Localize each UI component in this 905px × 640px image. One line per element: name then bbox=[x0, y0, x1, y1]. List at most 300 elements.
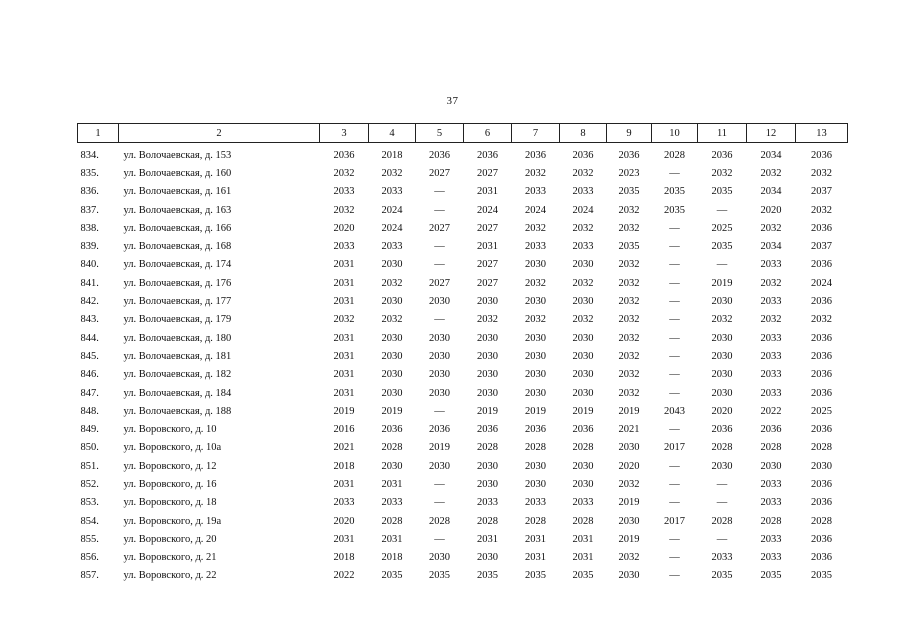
year-cell: — bbox=[669, 277, 680, 289]
year-cell: — bbox=[434, 241, 445, 253]
year-cell: 2030 bbox=[429, 369, 450, 381]
year-cell: 2033 bbox=[525, 241, 546, 253]
year-cell: — bbox=[434, 314, 445, 326]
year-cell: 2033 bbox=[760, 332, 782, 344]
year-cell: 2030 bbox=[572, 296, 594, 308]
table-row bbox=[78, 143, 848, 165]
header-cell-1: 1 bbox=[78, 124, 119, 143]
year-cell: 2033 bbox=[760, 552, 782, 564]
year-cell: 2028 bbox=[811, 442, 832, 454]
page-number: 37 bbox=[446, 95, 459, 107]
year-cell: 2030 bbox=[381, 387, 403, 399]
year-cell: 2036 bbox=[429, 149, 450, 161]
year-cell: 2032 bbox=[811, 314, 832, 326]
year-cell: 2030 bbox=[477, 478, 498, 490]
year-cell: 2027 bbox=[429, 277, 450, 289]
year-cell: 2032 bbox=[618, 222, 640, 234]
year-cell: 2030 bbox=[429, 296, 450, 308]
year-cell: 2031 bbox=[333, 277, 355, 289]
year-cell: 2030 bbox=[477, 460, 498, 472]
year-cell: 2033 bbox=[760, 497, 782, 509]
table-header bbox=[78, 124, 848, 143]
year-cell: 2036 bbox=[381, 424, 403, 436]
year-cell: 2031 bbox=[333, 332, 355, 344]
year-cell: 2019 bbox=[477, 405, 498, 417]
year-cell: 2030 bbox=[525, 478, 546, 490]
year-cell: 2018 bbox=[333, 460, 355, 472]
year-cell: 2033 bbox=[760, 533, 782, 545]
year-cell: 2032 bbox=[525, 167, 546, 179]
year-cell: — bbox=[716, 259, 728, 271]
year-cell: 2030 bbox=[525, 460, 546, 472]
year-cell: — bbox=[669, 222, 680, 234]
year-cell: 2019 bbox=[429, 442, 450, 454]
year-cell: 2033 bbox=[525, 497, 546, 509]
address-cell: ул. Волочаевская, д. 184 bbox=[123, 387, 232, 399]
row-number: 840. bbox=[80, 259, 99, 271]
year-cell: 2031 bbox=[572, 533, 594, 545]
year-cell: 2024 bbox=[572, 204, 594, 216]
year-cell: 2033 bbox=[381, 497, 403, 509]
year-cell: 2036 bbox=[811, 424, 832, 436]
row-number: 851. bbox=[80, 460, 99, 472]
year-cell: 2030 bbox=[711, 460, 733, 472]
year-cell: 2030 bbox=[381, 259, 403, 271]
year-cell: 2032 bbox=[381, 167, 403, 179]
year-cell: 2028 bbox=[760, 442, 782, 454]
table-row bbox=[78, 402, 848, 420]
row-number: 837. bbox=[80, 204, 99, 216]
table-row bbox=[78, 530, 848, 548]
year-cell: 2037 bbox=[811, 241, 832, 253]
year-cell: 2030 bbox=[618, 442, 640, 454]
year-cell: 2031 bbox=[333, 533, 355, 545]
year-cell: 2032 bbox=[333, 204, 355, 216]
year-cell: 2028 bbox=[811, 515, 832, 527]
year-cell: 2031 bbox=[477, 186, 498, 198]
year-cell: 2035 bbox=[525, 570, 546, 582]
year-cell: — bbox=[716, 204, 728, 216]
year-cell: 2030 bbox=[572, 460, 594, 472]
year-cell: 2028 bbox=[760, 515, 782, 527]
year-cell: 2025 bbox=[811, 405, 832, 417]
year-cell: 2017 bbox=[664, 515, 685, 527]
year-cell: 2024 bbox=[811, 277, 832, 289]
address-cell: ул. Воровского, д. 16 bbox=[123, 478, 217, 490]
year-cell: 2021 bbox=[333, 442, 355, 454]
year-cell: 2033 bbox=[760, 259, 782, 271]
year-cell: 2032 bbox=[572, 167, 594, 179]
year-cell: 2033 bbox=[381, 186, 403, 198]
row-number: 836. bbox=[80, 186, 99, 198]
year-cell: 2030 bbox=[572, 332, 594, 344]
year-cell: 2030 bbox=[572, 387, 594, 399]
year-cell: 2020 bbox=[711, 405, 733, 417]
year-cell: 2035 bbox=[811, 570, 832, 582]
address-cell: ул. Воровского, д. 18 bbox=[123, 497, 217, 509]
table-row bbox=[78, 567, 848, 585]
year-cell: 2036 bbox=[572, 149, 594, 161]
year-cell: 2017 bbox=[664, 442, 685, 454]
year-cell: 2033 bbox=[525, 186, 546, 198]
address-cell: ул. Волочаевская, д. 161 bbox=[123, 186, 232, 198]
row-number: 835. bbox=[80, 167, 99, 179]
year-cell: 2031 bbox=[333, 350, 355, 362]
address-cell: ул. Воровского, д. 10а bbox=[123, 442, 222, 454]
year-cell: 2032 bbox=[618, 277, 640, 289]
year-cell: 2036 bbox=[811, 259, 832, 271]
header-cell-2: 2 bbox=[119, 124, 320, 143]
year-cell: 2031 bbox=[381, 478, 403, 490]
row-number: 847. bbox=[80, 387, 99, 399]
address-cell: ул. Волочаевская, д. 166 bbox=[123, 222, 232, 234]
year-cell: — bbox=[669, 296, 680, 308]
year-cell: 2035 bbox=[477, 570, 498, 582]
year-cell: 2030 bbox=[572, 259, 594, 271]
year-cell: 2031 bbox=[333, 369, 355, 381]
year-cell: 2036 bbox=[711, 149, 733, 161]
year-cell: 2028 bbox=[572, 515, 594, 527]
year-cell: 2036 bbox=[711, 424, 733, 436]
year-cell: 2036 bbox=[811, 296, 832, 308]
year-cell: 2032 bbox=[525, 222, 546, 234]
row-number: 848. bbox=[80, 405, 99, 417]
year-cell: 2030 bbox=[711, 296, 733, 308]
table-row bbox=[78, 457, 848, 475]
year-cell: 2019 bbox=[333, 405, 355, 417]
year-cell: 2033 bbox=[477, 497, 498, 509]
table-row bbox=[78, 329, 848, 347]
table-row bbox=[78, 274, 848, 292]
row-number: 849. bbox=[80, 424, 99, 436]
table-row bbox=[78, 164, 848, 182]
year-cell: 2033 bbox=[333, 186, 355, 198]
address-cell: ул. Волочаевская, д. 181 bbox=[123, 350, 232, 362]
year-cell: 2034 bbox=[760, 149, 782, 161]
year-cell: 2019 bbox=[618, 497, 640, 509]
year-cell: 2032 bbox=[618, 332, 640, 344]
year-cell: — bbox=[434, 478, 445, 490]
year-cell: 2019 bbox=[525, 405, 546, 417]
year-cell: 2030 bbox=[711, 369, 733, 381]
year-cell: 2035 bbox=[664, 204, 685, 216]
table-body bbox=[78, 143, 848, 586]
address-cell: ул. Волочаевская, д. 174 bbox=[123, 259, 232, 271]
year-cell: — bbox=[716, 478, 728, 490]
row-number: 841. bbox=[80, 277, 99, 289]
year-cell: 2028 bbox=[525, 442, 546, 454]
row-number: 852. bbox=[80, 478, 99, 490]
year-cell: — bbox=[669, 387, 680, 399]
year-cell: 2031 bbox=[333, 296, 355, 308]
year-cell: 2019 bbox=[572, 405, 594, 417]
year-cell: 2019 bbox=[618, 405, 640, 417]
year-cell: 2031 bbox=[477, 533, 498, 545]
year-cell: 2032 bbox=[572, 314, 594, 326]
row-number: 853. bbox=[80, 497, 99, 509]
year-cell: — bbox=[716, 497, 728, 509]
address-cell: ул. Волочаевская, д. 188 bbox=[123, 405, 232, 417]
row-number: 846. bbox=[80, 369, 99, 381]
header-cell-5: 5 bbox=[416, 124, 464, 143]
year-cell: 2030 bbox=[381, 369, 403, 381]
year-cell: — bbox=[434, 533, 445, 545]
year-cell: 2033 bbox=[760, 387, 782, 399]
table-row bbox=[78, 366, 848, 384]
year-cell: 2032 bbox=[333, 314, 355, 326]
row-number: 850. bbox=[80, 442, 99, 454]
year-cell: — bbox=[669, 533, 680, 545]
address-cell: ул. Воровского, д. 12 bbox=[123, 460, 217, 472]
year-cell: 2030 bbox=[381, 296, 403, 308]
year-cell: — bbox=[434, 259, 445, 271]
year-cell: 2033 bbox=[333, 497, 355, 509]
year-cell: 2035 bbox=[711, 241, 733, 253]
year-cell: — bbox=[716, 533, 728, 545]
year-cell: 2033 bbox=[572, 186, 594, 198]
row-number: 845. bbox=[80, 350, 99, 362]
year-cell: 2030 bbox=[381, 350, 403, 362]
year-cell: 2032 bbox=[381, 314, 403, 326]
year-cell: 2027 bbox=[429, 222, 450, 234]
year-cell: 2022 bbox=[333, 570, 355, 582]
year-cell: 2033 bbox=[760, 350, 782, 362]
year-cell: 2030 bbox=[711, 332, 733, 344]
year-cell: 2032 bbox=[618, 350, 640, 362]
address-cell: ул. Воровского, д. 21 bbox=[123, 552, 217, 564]
year-cell: 2028 bbox=[477, 515, 498, 527]
year-cell: 2036 bbox=[811, 149, 832, 161]
year-cell: 2032 bbox=[618, 387, 640, 399]
year-cell: 2020 bbox=[333, 515, 355, 527]
year-cell: 2024 bbox=[477, 204, 498, 216]
year-cell: 2036 bbox=[811, 497, 832, 509]
year-cell: 2036 bbox=[811, 387, 832, 399]
table-row bbox=[78, 347, 848, 365]
year-cell: 2028 bbox=[429, 515, 450, 527]
header-cell-4: 4 bbox=[369, 124, 416, 143]
year-cell: 2032 bbox=[572, 222, 594, 234]
year-cell: 2033 bbox=[711, 552, 733, 564]
year-cell: 2030 bbox=[618, 570, 640, 582]
address-cell: ул. Волочаевская, д. 182 bbox=[123, 369, 232, 381]
table-row bbox=[78, 183, 848, 201]
year-cell: 2036 bbox=[811, 222, 832, 234]
year-cell: 2030 bbox=[525, 332, 546, 344]
year-cell: — bbox=[669, 478, 680, 490]
year-cell: 2030 bbox=[381, 460, 403, 472]
year-cell: 2030 bbox=[429, 332, 450, 344]
table-row bbox=[78, 420, 848, 438]
year-cell: 2028 bbox=[477, 442, 498, 454]
address-cell: ул. Воровского, д. 19а bbox=[123, 515, 222, 527]
year-cell: 2033 bbox=[381, 241, 403, 253]
year-cell: 2030 bbox=[477, 369, 498, 381]
table-row bbox=[78, 237, 848, 255]
year-cell: 2024 bbox=[525, 204, 546, 216]
year-cell: 2030 bbox=[525, 259, 546, 271]
year-cell: 2032 bbox=[711, 314, 733, 326]
year-cell: 2030 bbox=[572, 369, 594, 381]
year-cell: 2035 bbox=[664, 186, 685, 198]
year-cell: 2030 bbox=[477, 332, 498, 344]
table-row bbox=[78, 512, 848, 530]
address-cell: ул. Волочаевская, д. 163 bbox=[123, 204, 232, 216]
year-cell: 2033 bbox=[760, 478, 782, 490]
year-cell: 2020 bbox=[618, 460, 640, 472]
year-cell: 2036 bbox=[572, 424, 594, 436]
year-cell: 2032 bbox=[618, 204, 640, 216]
year-cell: 2027 bbox=[477, 277, 498, 289]
year-cell: 2031 bbox=[381, 533, 403, 545]
year-cell: 2031 bbox=[333, 387, 355, 399]
year-cell: — bbox=[434, 497, 445, 509]
year-cell: — bbox=[669, 369, 680, 381]
year-cell: 2019 bbox=[381, 405, 403, 417]
year-cell: — bbox=[669, 460, 680, 472]
year-cell: 2020 bbox=[333, 222, 355, 234]
year-cell: 2036 bbox=[525, 149, 546, 161]
table-row bbox=[78, 201, 848, 219]
year-cell: 2034 bbox=[760, 241, 782, 253]
year-cell: 2030 bbox=[572, 478, 594, 490]
row-number: 854. bbox=[80, 515, 99, 527]
year-cell: 2035 bbox=[381, 570, 403, 582]
year-cell: 2036 bbox=[525, 424, 546, 436]
address-cell: ул. Волочаевская, д. 160 bbox=[123, 167, 232, 179]
year-cell: 2035 bbox=[711, 186, 733, 198]
year-cell: — bbox=[669, 497, 680, 509]
year-cell: 2030 bbox=[477, 552, 498, 564]
year-cell: — bbox=[669, 424, 680, 436]
year-cell: 2032 bbox=[572, 277, 594, 289]
header-cell-9: 9 bbox=[607, 124, 652, 143]
year-cell: 2028 bbox=[381, 442, 403, 454]
year-cell: 2032 bbox=[618, 296, 640, 308]
year-cell: 2030 bbox=[381, 332, 403, 344]
year-cell: 2032 bbox=[525, 277, 546, 289]
year-cell: 2030 bbox=[477, 387, 498, 399]
year-cell: 2036 bbox=[429, 424, 450, 436]
year-cell: 2030 bbox=[429, 460, 450, 472]
year-cell: 2030 bbox=[477, 296, 498, 308]
table-row bbox=[78, 549, 848, 567]
year-cell: — bbox=[669, 259, 680, 271]
year-cell: 2036 bbox=[811, 369, 832, 381]
table-row bbox=[78, 475, 848, 493]
header-cell-6: 6 bbox=[464, 124, 512, 143]
year-cell: 2033 bbox=[572, 497, 594, 509]
table-row bbox=[78, 292, 848, 310]
year-cell: 2035 bbox=[618, 186, 640, 198]
year-cell: 2031 bbox=[525, 552, 546, 564]
year-cell: 2018 bbox=[381, 149, 403, 161]
year-cell: 2018 bbox=[333, 552, 355, 564]
year-cell: 2033 bbox=[572, 241, 594, 253]
year-cell: 2032 bbox=[477, 314, 498, 326]
year-cell: 2021 bbox=[618, 424, 640, 436]
year-cell: — bbox=[434, 186, 445, 198]
year-cell: 2030 bbox=[429, 350, 450, 362]
year-cell: 2036 bbox=[333, 149, 355, 161]
year-cell: 2036 bbox=[477, 424, 498, 436]
year-cell: 2028 bbox=[525, 515, 546, 527]
header-cell-13: 13 bbox=[796, 124, 848, 143]
year-cell: 2043 bbox=[664, 405, 685, 417]
address-cell: ул. Волочаевская, д. 153 bbox=[123, 149, 232, 161]
year-cell: 2033 bbox=[333, 241, 355, 253]
year-cell: 2019 bbox=[618, 533, 640, 545]
year-cell: 2023 bbox=[618, 167, 640, 179]
year-cell: 2036 bbox=[811, 533, 832, 545]
year-cell: — bbox=[669, 570, 680, 582]
year-cell: — bbox=[434, 204, 445, 216]
year-cell: 2033 bbox=[760, 369, 782, 381]
address-cell: ул. Воровского, д. 22 bbox=[123, 570, 217, 582]
year-cell: 2031 bbox=[572, 552, 594, 564]
year-cell: — bbox=[669, 552, 680, 564]
year-cell: 2037 bbox=[811, 186, 832, 198]
header-cell-3: 3 bbox=[320, 124, 369, 143]
year-cell: 2032 bbox=[333, 167, 355, 179]
header-row bbox=[78, 124, 848, 143]
year-cell: 2032 bbox=[618, 259, 640, 271]
year-cell: — bbox=[669, 314, 680, 326]
year-cell: 2027 bbox=[477, 259, 498, 271]
year-cell: 2032 bbox=[618, 552, 640, 564]
year-cell: 2036 bbox=[477, 149, 498, 161]
year-cell: 2032 bbox=[760, 314, 782, 326]
data-table bbox=[77, 123, 848, 585]
year-cell: 2035 bbox=[429, 570, 450, 582]
row-number: 856. bbox=[80, 552, 99, 564]
year-cell: 2032 bbox=[760, 167, 782, 179]
header-cell-8: 8 bbox=[560, 124, 607, 143]
row-number: 838. bbox=[80, 222, 99, 234]
year-cell: 2024 bbox=[381, 222, 403, 234]
address-cell: ул. Волочаевская, д. 176 bbox=[123, 277, 232, 289]
year-cell: 2032 bbox=[760, 277, 782, 289]
year-cell: 2032 bbox=[711, 167, 733, 179]
year-cell: 2018 bbox=[381, 552, 403, 564]
address-cell: ул. Волочаевская, д. 177 bbox=[123, 296, 232, 308]
year-cell: 2035 bbox=[618, 241, 640, 253]
year-cell: 2031 bbox=[477, 241, 498, 253]
year-cell: 2028 bbox=[381, 515, 403, 527]
year-cell: 2036 bbox=[811, 350, 832, 362]
row-number: 844. bbox=[80, 332, 99, 344]
address-cell: ул. Волочаевская, д. 179 bbox=[123, 314, 232, 326]
year-cell: 2030 bbox=[711, 387, 733, 399]
year-cell: 2030 bbox=[711, 350, 733, 362]
row-number: 839. bbox=[80, 241, 99, 253]
year-cell: 2028 bbox=[664, 149, 685, 161]
year-cell: 2032 bbox=[618, 369, 640, 381]
year-cell: — bbox=[669, 167, 680, 179]
row-number: 843. bbox=[80, 314, 99, 326]
address-cell: ул. Волочаевская, д. 168 bbox=[123, 241, 232, 253]
header-cell-10: 10 bbox=[652, 124, 698, 143]
year-cell: 2027 bbox=[429, 167, 450, 179]
year-cell: 2030 bbox=[572, 350, 594, 362]
row-number: 834. bbox=[80, 149, 99, 161]
year-cell: 2028 bbox=[711, 442, 733, 454]
year-cell: 2034 bbox=[760, 186, 782, 198]
year-cell: 2033 bbox=[760, 296, 782, 308]
year-cell: — bbox=[669, 350, 680, 362]
year-cell: 2032 bbox=[618, 314, 640, 326]
year-cell: 2032 bbox=[381, 277, 403, 289]
